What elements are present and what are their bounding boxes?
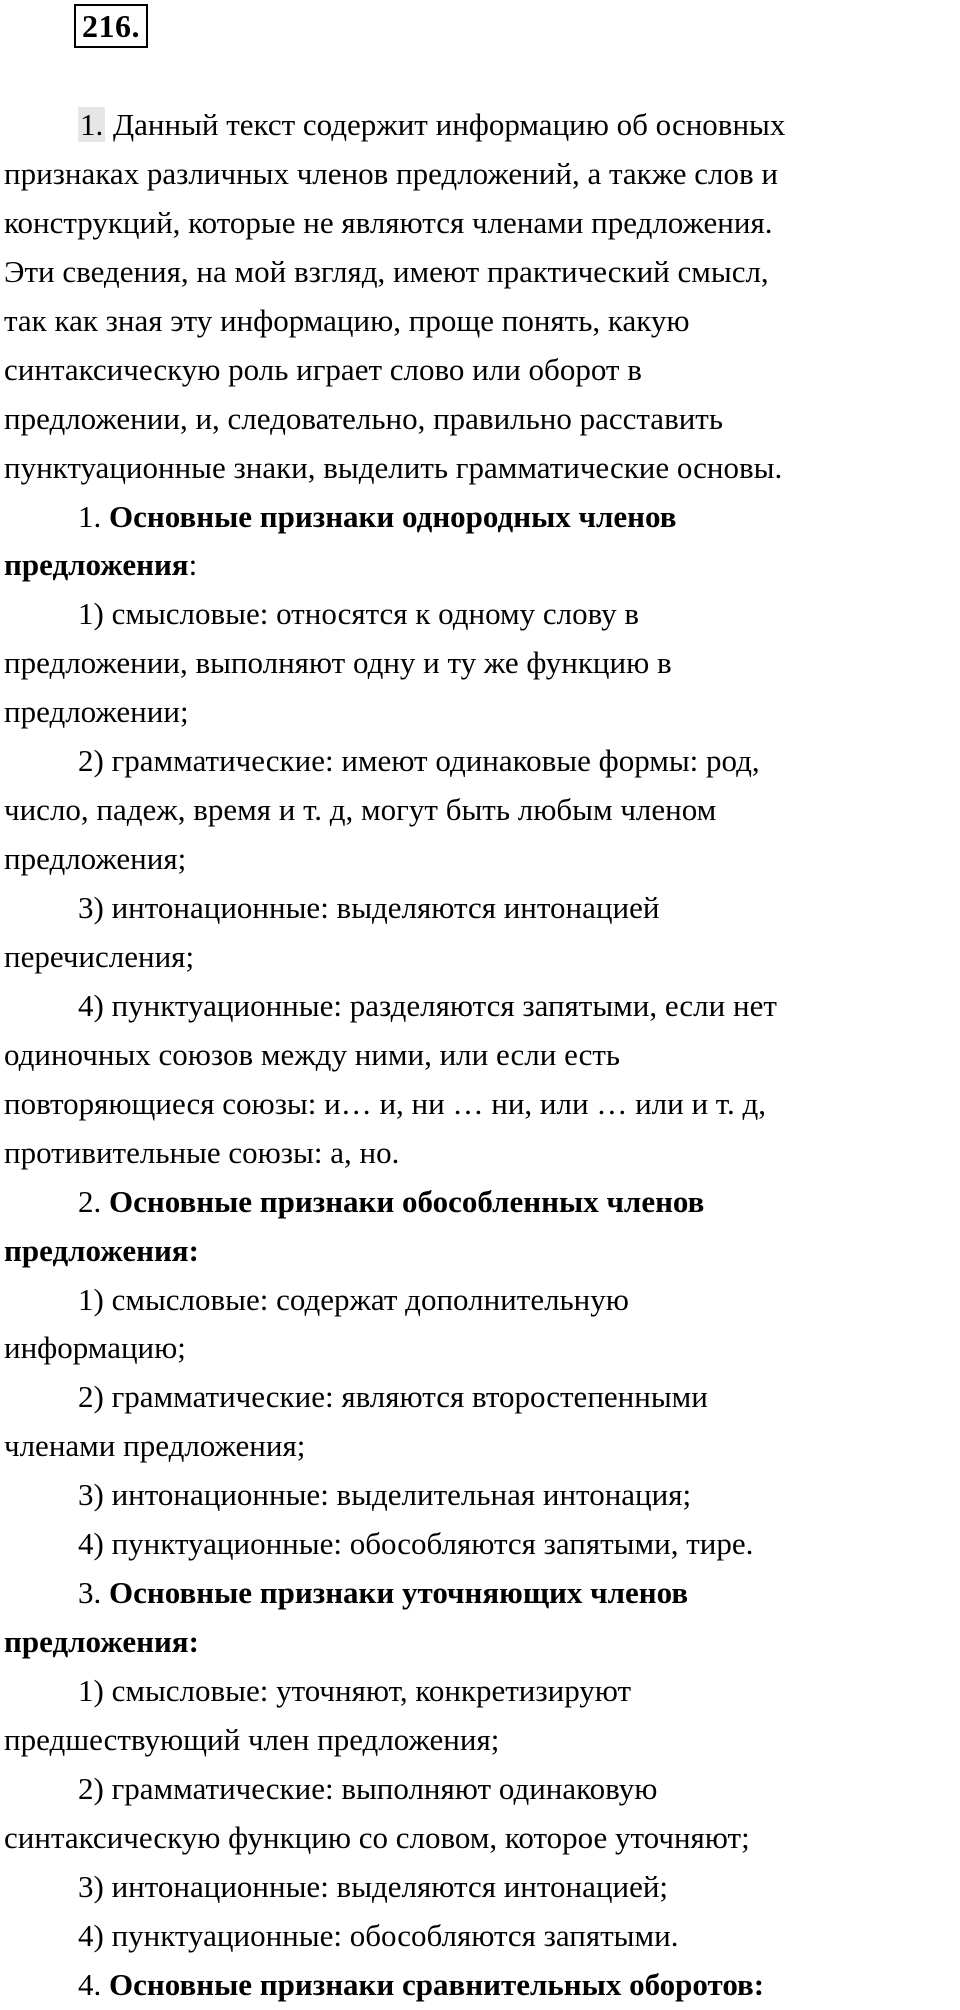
text-line xyxy=(4,1667,934,1716)
text-line xyxy=(4,639,934,688)
text-segment: 2) грамматические: являются второстепенными xyxy=(78,1379,708,1415)
text-line xyxy=(4,1178,934,1227)
text-line xyxy=(4,150,934,199)
highlighted-marker: 1. xyxy=(80,107,104,142)
text-line xyxy=(4,1520,934,1569)
text-line xyxy=(4,444,934,493)
text-line xyxy=(4,297,934,346)
text-segment: 1. xyxy=(78,498,109,534)
text-line xyxy=(4,1961,934,2010)
text-segment: 1) смысловые: относятся к одному слову в xyxy=(78,596,640,632)
exercise-number: 216. xyxy=(74,4,148,48)
text-line xyxy=(4,737,934,786)
text-segment: предложении, и, следовательно, правильно расставить xyxy=(4,400,723,436)
text-segment: признаках различных членов предложений, а также слов и xyxy=(4,155,778,191)
text-line xyxy=(4,248,934,297)
text-segment: предшествующий член предложения; xyxy=(4,1721,500,1757)
text-line xyxy=(4,1716,934,1765)
text-line xyxy=(4,1863,934,1912)
text-segment: синтаксическую функцию со словом, которое уточняют; xyxy=(4,1819,750,1855)
text-segment: 2) грамматические: имеют одинаковые формы: род, xyxy=(78,743,760,779)
text-line xyxy=(4,1471,934,1520)
bold-heading-text: Основные признаки сравнительных оборотов: xyxy=(109,1966,765,2002)
text-segment: членами предложения; xyxy=(4,1428,306,1464)
text-line xyxy=(4,1618,934,1667)
text-segment: число, падеж, время и т. д, могут быть любым членом xyxy=(4,792,717,828)
text-segment: предложении; xyxy=(4,694,189,730)
text-segment: 4) пунктуационные: разделяются запятыми, если нет xyxy=(78,987,777,1023)
text-segment: Данный текст содержит информацию об основных xyxy=(105,107,786,142)
text-line xyxy=(4,1814,934,1863)
text-line xyxy=(4,199,934,248)
text-line xyxy=(4,1324,934,1373)
text-segment: пунктуационные знаки, выделить грамматические основы. xyxy=(4,449,783,485)
bold-heading-text: предложения: xyxy=(4,1232,199,1268)
text-line xyxy=(4,1422,934,1471)
text-line xyxy=(4,541,934,590)
text-segment: информацию; xyxy=(4,1330,186,1366)
text-line xyxy=(4,688,934,737)
text-segment: предложения; xyxy=(4,841,187,877)
text-segment: Эти сведения, на мой взгляд, имеют практический смысл, xyxy=(4,253,769,289)
text-line xyxy=(4,346,934,395)
text-line xyxy=(4,933,934,982)
text-segment: 3) интонационные: выделяются интонацией; xyxy=(78,1868,669,1904)
text-segment: предложении, выполняют одну и ту же функцию в xyxy=(4,645,672,681)
text-line xyxy=(4,786,934,835)
text-line xyxy=(4,1031,934,1080)
text-segment: 2) грамматические: выполняют одинаковую xyxy=(78,1770,658,1806)
text-segment: 1) смысловые: уточняют, конкретизируют xyxy=(78,1673,632,1708)
text-segment: противительные союзы: а, но. xyxy=(4,1134,400,1170)
text-segment: перечисления; xyxy=(4,938,195,974)
text-line xyxy=(4,1080,934,1129)
text-segment: синтаксическую роль играет слово или оборот в xyxy=(4,351,642,387)
text-line xyxy=(4,1912,934,1961)
bold-heading-text: Основные признаки обособленных членов xyxy=(109,1183,705,1219)
text-line xyxy=(4,835,934,884)
text-line xyxy=(4,982,934,1031)
text-segment: повторяющиеся союзы: и… и, ни … ни, или … или и т. д, xyxy=(4,1085,767,1121)
text-line xyxy=(4,493,934,542)
text-segment: 4) пунктуационные: обособляются запятыми, тире. xyxy=(78,1526,754,1562)
text-segment: 2. xyxy=(78,1183,109,1219)
text-segment: 4. xyxy=(78,1966,109,2002)
text-segment: 3) интонационные: выделяются интонацией xyxy=(78,890,660,925)
text-line xyxy=(4,1765,934,1814)
bold-heading-text: предложения xyxy=(4,547,189,583)
text-segment: 3. xyxy=(78,1575,109,1611)
bold-heading-text: Основные признаки однородных членов xyxy=(109,498,677,534)
text-segment: : xyxy=(188,547,198,583)
text-line xyxy=(4,1129,934,1178)
text-segment: 1) смысловые: содержат дополнительную xyxy=(78,1281,629,1317)
text-line xyxy=(4,101,934,150)
text-segment: конструкций, которые не являются членами предложения. xyxy=(4,204,773,240)
text-line xyxy=(4,884,934,933)
text-segment: одиночных союзов между ними, или если есть xyxy=(4,1036,621,1072)
document-text xyxy=(4,101,934,2010)
text-segment: так как зная эту информацию, проще понять, какую xyxy=(4,302,690,338)
text-line xyxy=(4,1227,934,1276)
text-line xyxy=(4,1569,934,1618)
text-segment: 3) интонационные: выделительная интонация; xyxy=(78,1477,692,1513)
text-line xyxy=(4,395,934,444)
text-line xyxy=(4,1373,934,1422)
text-line xyxy=(4,590,934,639)
bold-heading-text: Основные признаки уточняющих членов xyxy=(109,1575,689,1611)
bold-heading-text: предложения: xyxy=(4,1624,199,1660)
text-segment: 4) пунктуационные: обособляются запятыми. xyxy=(78,1917,679,1953)
text-line xyxy=(4,1276,934,1325)
